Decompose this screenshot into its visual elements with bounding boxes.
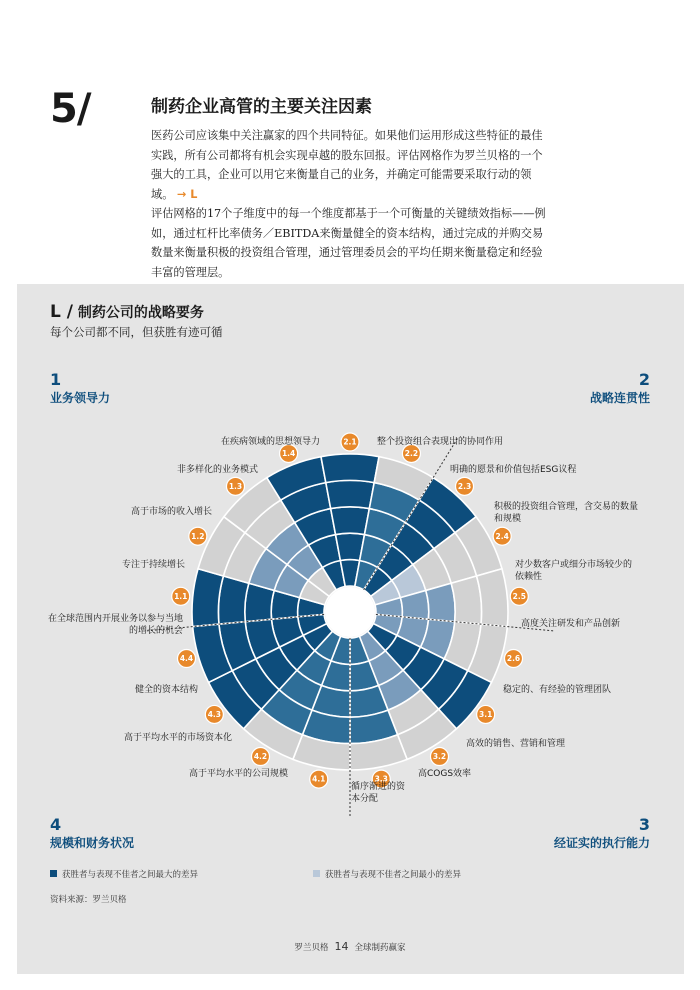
badge-code: 2.3	[457, 481, 472, 491]
dimension-label-2-3: 积极的投资组合管理，含交易的数量和规模	[494, 502, 639, 524]
badge-2-6	[505, 650, 523, 668]
badge-code: 4.4	[179, 654, 194, 664]
footer-brand: 罗兰贝格	[294, 943, 329, 953]
dimension-label-4-2: 高于平均水平的市场资本化	[123, 733, 232, 743]
badge-2-4	[493, 527, 511, 545]
source-note: 资料来源：罗兰贝格	[50, 895, 127, 905]
badge-code: 2.4	[495, 531, 509, 541]
badge-code: 1.2	[191, 531, 205, 541]
legend-max-swatch	[50, 870, 57, 877]
badge-4-3	[205, 705, 223, 723]
badge-4-2	[252, 748, 270, 766]
quadrant-label: 业务领导力	[50, 391, 111, 405]
dimension-label-2-2: 明确的愿景和价值包括ESG议程	[450, 465, 577, 475]
quadrant-number: 4	[50, 815, 62, 834]
grid-cell-2-5-ring-3	[426, 583, 455, 621]
legend-min-label: 获胜者与表现不佳者之间最小的差异	[325, 870, 462, 880]
dimension-label-1-4: 在疾病领域的思想领导力	[220, 437, 320, 447]
kpi-paragraph: 评估网格的17个子维度中的每一个维度都基于一个可衡量的关键绩效指标——例如，通过杠杆比率债务／EBITDA来衡量健全的资本结构，通过完成的并购交易数量来衡量积极的投资组合管理，通过管理委员会的平均任期来衡量稳定和经验丰富的管理层。	[151, 207, 546, 279]
section-title: 制药企业高管的主要关注因素	[151, 97, 372, 117]
page-number: 14	[334, 940, 349, 953]
dimension-label-4-1: 高于平均水平的公司规模	[188, 769, 288, 779]
dimension-label-4-3: 健全的资本结构	[134, 685, 198, 695]
badge-code: 3.1	[479, 710, 493, 720]
badge-4-4	[177, 650, 195, 668]
grid-cell-2-1-ring-5	[321, 454, 379, 483]
dimension-label-2-5: 高度关注研发和产品创新	[521, 619, 621, 629]
quadrant-number: 1	[50, 370, 62, 389]
dimension-label-3-2: 高COGS效率	[418, 769, 472, 779]
badge-code: 1.3	[228, 481, 243, 491]
intro-text: 医药公司应该集中关注赢家的四个共同特征。如果他们运用形成这些特征的最佳实践，所有公司都将有机会实现卓越的股东回报。评估网格作为罗兰贝格的一个强大的工具，企业可以用它来衡量自己的业务，并确定可能需要采取行动的领域。	[151, 129, 543, 201]
badge-code: 2.2	[404, 449, 419, 459]
legend-min-swatch	[313, 870, 320, 877]
badge-1-3	[226, 477, 244, 495]
grid-cell-2-1-ring-4	[326, 480, 374, 508]
badge-4-1	[310, 770, 328, 788]
dimension-label-2-6: 稳定的、有经验的管理团队	[503, 685, 612, 695]
badge-code: 1.4	[281, 449, 296, 459]
grid-cell-2-5-ring-5	[477, 569, 508, 627]
legend-max	[50, 868, 198, 880]
badge-code: 2.1	[343, 437, 357, 447]
figure-subtitle: 每个公司都不同，但获胜有迹可循	[50, 325, 223, 339]
grid-cell-2-1-ring-3	[331, 507, 370, 535]
quadrant-label: 战略连贯性	[589, 391, 650, 405]
dimension-label-1-2: 高于市场的收入增长	[130, 507, 212, 517]
badge-3-1	[477, 705, 495, 723]
grid-cell-1-1-ring-5	[192, 569, 223, 627]
badge-code: 1.1	[174, 591, 188, 601]
page-footer	[0, 940, 700, 953]
figure-reference-arrow[interactable]: → L	[176, 187, 198, 201]
badge-code: 3.2	[432, 752, 447, 762]
figure-label: L /	[50, 302, 73, 322]
dimension-label-4-4: 在全球范围内开展业务以参与当地的增长的机会	[47, 614, 183, 636]
badge-2-5	[510, 587, 528, 605]
grid-center	[325, 587, 375, 637]
badge-code: 2.6	[506, 654, 521, 664]
badge-1-1	[172, 587, 190, 605]
badge-code: 2.5	[512, 591, 526, 601]
quadrant-label: 规模和财务状况	[50, 836, 135, 850]
quadrant-number: 2	[638, 370, 650, 389]
dimension-label-2-4: 对少数客户或细分市场较少的依赖性	[515, 560, 633, 582]
quadrant-number: 3	[638, 815, 650, 834]
badge-code: 4.1	[312, 774, 326, 784]
badge-3-2	[430, 748, 448, 766]
grid-cell-1-1-ring-4	[218, 576, 248, 624]
badge-code: 3.3	[374, 774, 388, 784]
dimension-label-3-1: 高效的销售、营销和管理	[466, 739, 566, 749]
legend-max-label: 获胜者与表现不佳者之间最大的差异	[62, 870, 199, 880]
footer-publication: 全球制药赢家	[354, 943, 406, 953]
badge-code: 4.2	[253, 752, 268, 762]
dimension-label-3-3: 循序渐进的资本分配	[351, 782, 406, 804]
dimension-label-1-1: 专注于持续增长	[121, 560, 185, 570]
legend-min	[313, 868, 461, 880]
section-number: 5/	[50, 86, 91, 132]
badge-2-1	[341, 433, 359, 451]
dimension-label-1-3: 非多样化的业务模式	[176, 465, 258, 475]
badge-2-3	[456, 477, 474, 495]
grid-cell-2-5-ring-4	[451, 576, 481, 624]
figure-title-text: 制药公司的战略要务	[77, 305, 204, 321]
dimension-label-2-1: 整个投资组合表现出的协同作用	[377, 437, 504, 447]
quadrant-label: 经证实的执行能力	[553, 836, 650, 850]
badge-code: 4.3	[207, 710, 221, 720]
badge-1-2	[189, 527, 207, 545]
